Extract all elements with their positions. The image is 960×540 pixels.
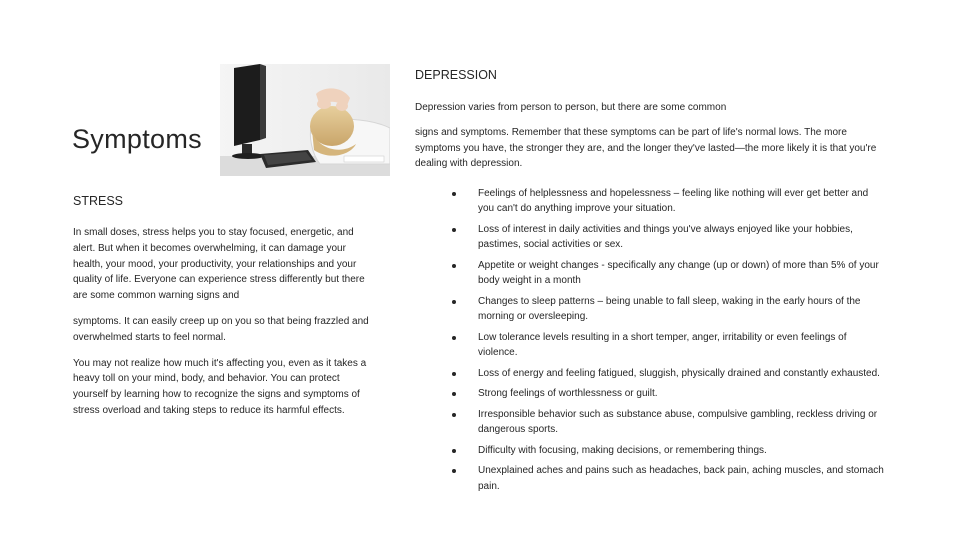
depression-heading: DEPRESSION	[415, 68, 497, 82]
list-item	[415, 366, 885, 382]
stress-paragraph: In small doses, stress helps you to stay focused, energetic, and alert. But when it becomes overwhelming, it can damage your health, your mood, your productivity, your relationships and your quality of life. Everyone can experience stress differently but there are some common warning signs and	[73, 227, 365, 302]
bullet-icon	[452, 228, 456, 232]
bullet-icon	[452, 336, 456, 340]
list-item	[415, 222, 885, 253]
list-item	[415, 186, 885, 217]
slide-title: Symptoms	[72, 124, 202, 154]
list-item-text: Strong feelings of worthlessness or guilt.	[478, 388, 658, 399]
list-item-text: Feelings of helplessness and hopelessness – feeling like nothing will ever get better and you can't do anything improve your situation.	[478, 187, 869, 214]
bullet-icon	[452, 192, 456, 196]
list-item-text: Changes to sleep patterns – being unable to fall sleep, waking in the early hours of the morning or oversleeping.	[478, 295, 861, 322]
bullet-icon	[452, 372, 456, 376]
bullet-icon	[452, 449, 456, 453]
depression-symptom-list	[415, 186, 885, 495]
list-item	[415, 463, 885, 494]
list-item	[415, 330, 885, 361]
depression-section	[415, 68, 885, 499]
list-item-text: Loss of interest in daily activities and things you've always enjoyed like your hobbies, pastimes, social activities or sex.	[478, 223, 853, 250]
photo-illustration	[220, 64, 390, 176]
list-item	[415, 443, 885, 459]
list-item-text: Difficulty with focusing, making decisions, or remembering things.	[478, 444, 767, 456]
list-item-text: Appetite or weight changes - specifically any change (up or down) of more than 5% of your body weight in a month	[478, 259, 879, 286]
bullet-icon	[452, 300, 456, 304]
depression-intro-continued: signs and symptoms. Remember that these symptoms can be part of life's normal lows. The more symptoms you have, the stronger they are, and the longer they've lasted—the more likely it is that you're dealing with depression.	[415, 127, 877, 169]
list-item-text: Unexplained aches and pains such as headaches, back pain, aching muscles, and stomach pain.	[478, 465, 884, 492]
bullet-icon	[452, 469, 456, 473]
list-item-text: Low tolerance levels resulting in a short temper, anger, irritability or even feelings of violence.	[478, 331, 847, 358]
stress-paragraph: You may not realize how much it's affecting you, even as it takes a heavy toll on your mind, body, and behavior. You can protect yourself by learning how to recognize the signs and symptoms of stress overload and taking steps to reduce its harmful effects.	[73, 357, 367, 416]
stress-section	[73, 194, 373, 429]
depression-intro: Depression varies from person to person, but there are some common	[415, 102, 727, 113]
stressed-woman-at-computer-photo	[220, 64, 390, 176]
list-item	[415, 258, 885, 289]
list-item-text: Irresponsible behavior such as substance abuse, compulsive gambling, reckless driving or dangerous sports.	[478, 408, 878, 435]
bullet-icon	[452, 392, 456, 396]
list-item	[415, 294, 885, 325]
stress-paragraph: symptoms. It can easily creep up on you so that being frazzled and overwhelmed starts to feel normal.	[73, 315, 369, 343]
list-item	[415, 407, 885, 438]
bullet-icon	[452, 264, 456, 268]
bullet-icon	[452, 413, 456, 417]
stress-heading: STRESS	[73, 194, 124, 208]
list-item	[415, 386, 885, 402]
list-item-text: Loss of energy and feeling fatigued, sluggish, physically drained and constantly exhausted.	[478, 367, 880, 379]
